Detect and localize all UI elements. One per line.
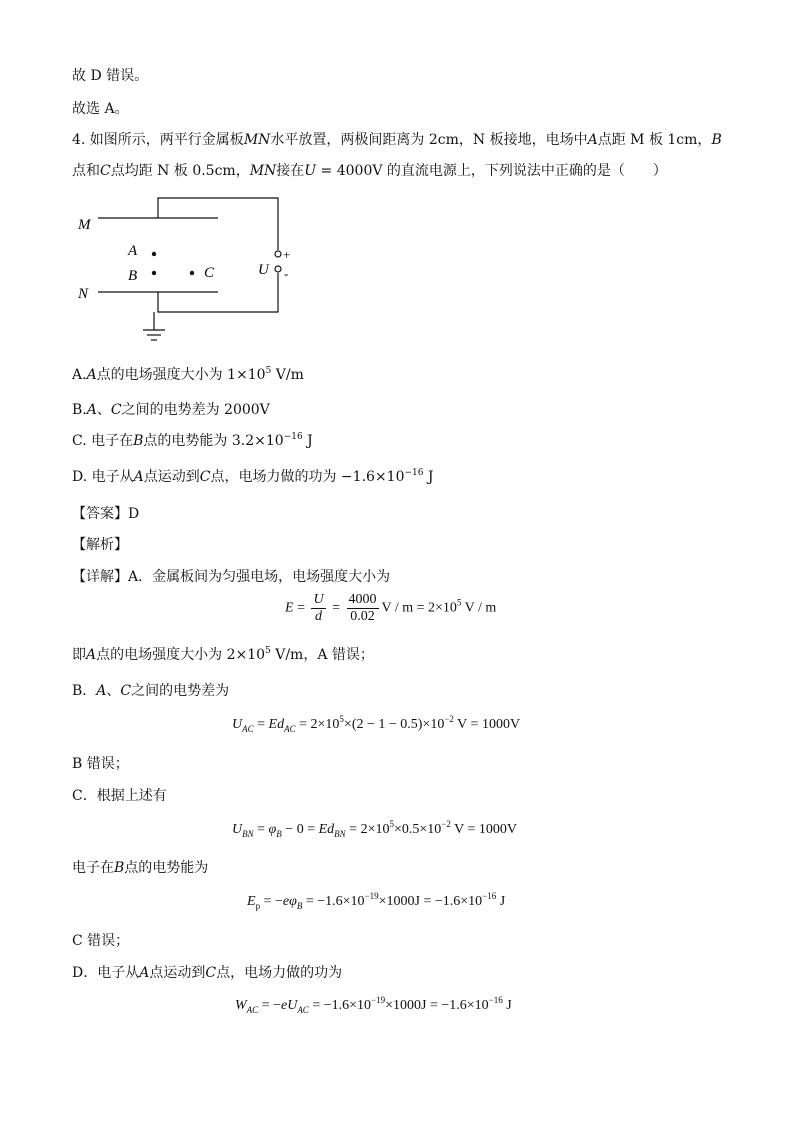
text-line: D．电子从A点运动到C点，电场力做的功为	[72, 965, 343, 981]
label-c: C	[204, 265, 215, 281]
text-line: C．根据上述有	[72, 788, 167, 804]
label-u: U	[258, 262, 269, 278]
point-a	[152, 252, 156, 256]
terminal-positive	[275, 251, 281, 257]
point-b	[152, 271, 156, 275]
equation-field-strength: E = $\frac{U}{d}$ = $\frac{4000}{0.02}$ $V / m = 2\times 10^5$ V / m	[285, 592, 497, 624]
detail-line: 【详解】A．金属板间为匀强电场，电场强度大小为	[72, 569, 391, 585]
label-a: A	[128, 243, 138, 259]
text-line: 故选 A。	[72, 101, 129, 117]
option-c: C. 电子在B点的电势能为 $3.2\times 10^{-16}$ J	[72, 432, 313, 449]
equation-work: $W_{AC} = -eU_{AC} = -1.6\times 10^{-19}\times 1000J = -1.6\times 10^{-16}$ J	[235, 995, 512, 1015]
text-line: B．A、C之间的电势差为	[72, 683, 230, 699]
equation-potential-energy: $E_p = -e\varphi_B = -1.6\times 10^{-19}\times 1000J = -1.6\times 10^{-16}$ J	[247, 891, 506, 911]
equation-potential-difference-ac: $U_{AC} = Ed_{AC} = 2\times 10^5\times(2 - 1 - 0.5)\times 10^{-2}$ V = 1000V	[232, 714, 521, 734]
analysis-heading: 【解析】	[72, 537, 128, 553]
terminal-negative	[275, 266, 281, 272]
text-line: C 错误；	[72, 933, 130, 949]
question-text: 4. 如图所示，两平行金属板MN水平放置，两极间距离为 2cm，N 板接地，电场中A点距 M 板 1cm，B	[72, 132, 722, 148]
question-text: 点和C点均距 N 板 0.5cm，MN接在U = 4000V 的直流电源上，下列说法中正确的是（ ）	[72, 163, 667, 179]
wire-top	[158, 198, 278, 250]
label-minus: -	[284, 266, 289, 281]
option-b: B.A、C之间的电势差为 2000V	[72, 402, 270, 418]
option-d: D. 电子从A点运动到C点，电场力做的功为 $-1.6\times 10^{-16}$ J	[72, 468, 434, 485]
text-line: B 错误；	[72, 756, 129, 772]
text-line: 电子在B点的电势能为	[72, 860, 209, 876]
text-line: 故 D 错误。	[72, 68, 149, 84]
point-c	[190, 271, 194, 275]
answer-line: 【答案】D	[72, 506, 140, 522]
option-a: A.A点的电场强度大小为 $1\times 10^5$ V/m	[72, 366, 304, 383]
label-plus: +	[283, 247, 291, 262]
text-line: 即A点的电场强度大小为 $2\times 10^5$ V/m，A 错误；	[72, 646, 374, 663]
label-m: M	[78, 217, 91, 233]
equation-potential-difference-bn: $U_{BN} = \varphi_B - 0 = Ed_{BN} = 2\times 10^5\times 0.5\times 10^{-2}$ V = 1000V	[232, 819, 517, 839]
label-b: B	[128, 268, 138, 284]
capacitor-circuit-diagram	[72, 190, 312, 350]
label-n: N	[78, 286, 89, 302]
